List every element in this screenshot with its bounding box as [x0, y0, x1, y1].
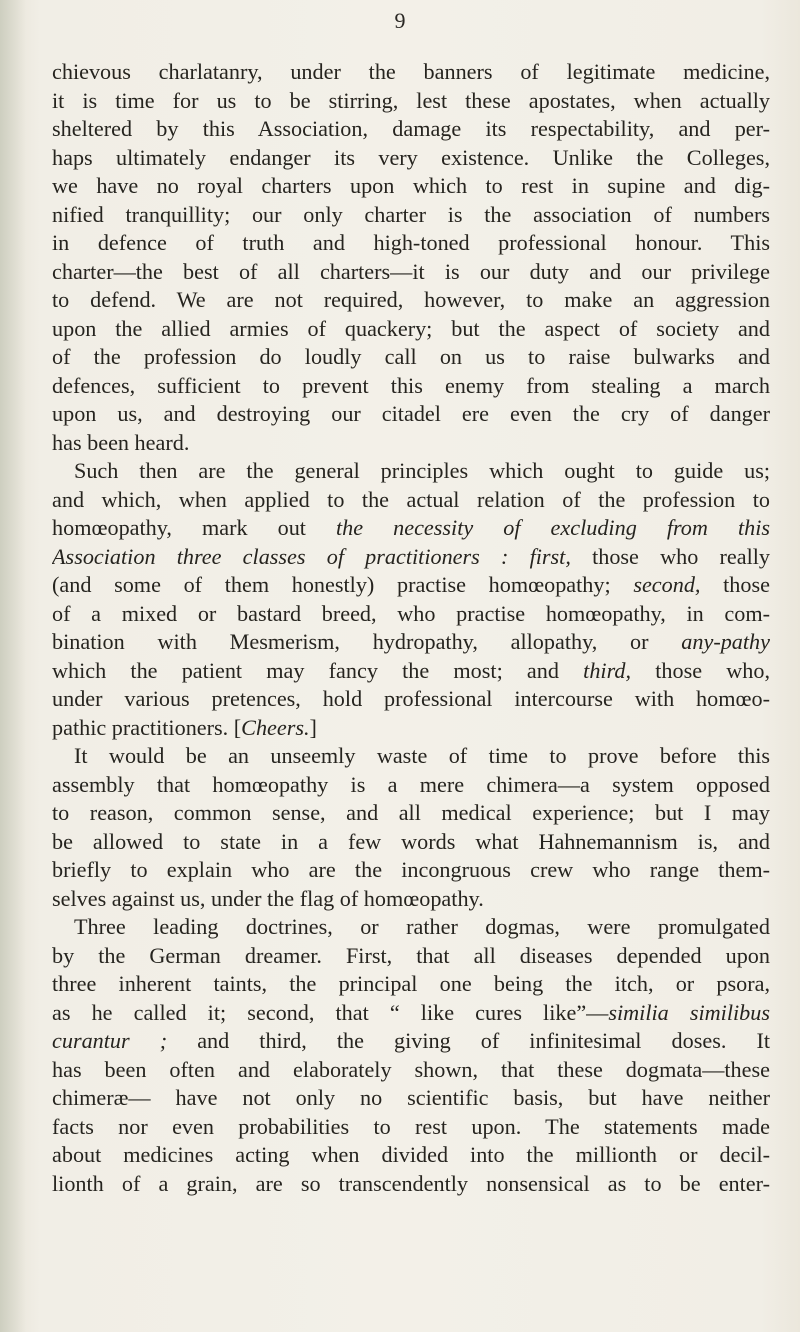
text-line	[52, 514, 770, 543]
text-segment: haps ultimately endanger its very existence. Unlike the Colleges,	[52, 144, 770, 170]
text-line	[52, 1170, 770, 1199]
text-line	[52, 742, 770, 771]
text-segment: bination with Mesmerism, hydropathy, allopathy, or	[52, 629, 682, 654]
text-line	[52, 1113, 770, 1142]
text-line	[52, 571, 770, 600]
text-segment: to defend. We are not required, however, to make an aggression	[52, 287, 770, 312]
text-segment: in defence of truth and high-toned professional honour. This	[52, 230, 770, 255]
text-line	[52, 286, 770, 315]
text-line	[52, 400, 770, 429]
text-segment: lionth of a grain, are so transcendently nonsensical as to be enter-	[52, 1170, 770, 1196]
text-segment: has been often and elaborately shown, that these dogmata—these	[52, 1056, 770, 1082]
italic-text-segment: any-pathy	[681, 629, 770, 654]
text-line	[52, 942, 770, 971]
text-line	[52, 1084, 770, 1113]
text-line	[52, 913, 770, 942]
text-segment: pathic practitioners. [	[52, 714, 242, 740]
text-segment: upon the allied armies of quackery; but the aspect of society and	[52, 315, 770, 341]
page-edge-shadow	[0, 0, 26, 1332]
text-segment: those who,	[631, 657, 770, 683]
text-line	[52, 999, 770, 1028]
text-segment: Such then are the general principles which ought to guide us;	[74, 458, 770, 483]
text-segment: ]	[309, 714, 317, 740]
text-segment: chievous charlatanry, under the banners of legitimate medicine,	[52, 59, 770, 84]
text-line	[52, 172, 770, 201]
text-line	[52, 457, 770, 486]
text-line	[52, 87, 770, 116]
text-segment: facts nor even probabilities to rest upon. The statements made	[52, 1113, 770, 1139]
text-line	[52, 771, 770, 800]
text-line	[52, 229, 770, 258]
italic-text-segment: second,	[633, 572, 701, 597]
text-line	[52, 315, 770, 344]
text-segment: and third, the giving of infinitesimal doses. It	[167, 1028, 770, 1053]
text-line	[52, 856, 770, 885]
text-line	[52, 828, 770, 857]
text-line	[52, 115, 770, 144]
text-segment: chimeræ— have not only no scientific basis, but have neither	[52, 1085, 770, 1110]
text-segment: of a mixed or bastard breed, who practise homœopathy, in com-	[52, 600, 770, 626]
text-segment: three inherent taints, the principal one being the itch, or psora,	[52, 971, 770, 996]
text-segment: homœopathy, mark out	[52, 515, 336, 540]
text-line	[52, 486, 770, 515]
text-segment: which the patient may fancy the most; and	[52, 657, 584, 683]
italic-text-segment: third,	[583, 657, 632, 683]
italic-text-segment: curantur ;	[52, 1028, 168, 1053]
page-number: 9	[394, 8, 406, 33]
text-segment: (and some of them honestly) practise homœopathy;	[52, 572, 634, 597]
text-line	[52, 543, 770, 572]
text-line	[52, 685, 770, 714]
text-segment: defences, sufficient to prevent this enemy from stealing a march	[52, 372, 770, 398]
text-line	[52, 343, 770, 372]
text-segment: has been heard.	[52, 429, 190, 455]
italic-text-segment: the necessity of excluding from this	[336, 515, 770, 540]
body-text	[52, 58, 770, 1198]
italic-text-segment: similia similibus	[608, 999, 770, 1025]
text-segment: upon us, and destroying our citadel ere even the cry of danger	[52, 401, 770, 426]
text-segment: and which, when applied to the actual relation of the profession to	[52, 486, 770, 512]
text-segment: sheltered by this Association, damage its respectability, and per-	[52, 116, 770, 141]
text-segment: Three leading doctrines, or rather dogmas, were promulgated	[74, 914, 770, 939]
text-segment: those	[700, 572, 770, 597]
text-segment: those who really	[570, 543, 770, 569]
text-line	[52, 1056, 770, 1085]
text-segment: it is time for us to be stirring, lest these apostates, when actually	[52, 87, 770, 113]
text-segment: we have no royal charters upon which to rest in supine and dig-	[52, 173, 770, 198]
text-line	[52, 58, 770, 87]
text-line	[52, 714, 770, 743]
text-segment: to reason, common sense, and all medical experience; but I may	[52, 800, 770, 825]
text-line	[52, 258, 770, 287]
text-segment: briefly to explain who are the incongruous crew who range them-	[52, 857, 770, 882]
text-line	[52, 657, 770, 686]
text-segment: charter—the best of all charters—it is our duty and our privilege	[52, 258, 770, 284]
text-segment: under various pretences, hold professional intercourse with homœo-	[52, 686, 770, 711]
text-line	[52, 970, 770, 999]
text-segment: It would be an unseemly waste of time to prove before this	[74, 743, 770, 768]
text-line	[52, 885, 770, 914]
text-line	[52, 600, 770, 629]
text-segment: about medicines acting when divided into the millionth or decil-	[52, 1142, 770, 1167]
text-segment: nified tranquillity; our only charter is the association of numbers	[52, 201, 770, 227]
text-segment: assembly that homœopathy is a mere chimera—a system opposed	[52, 771, 770, 797]
text-line	[52, 1027, 770, 1056]
text-segment: as he called it; second, that “ like cures like”—	[52, 999, 609, 1025]
text-segment: by the German dreamer. First, that all diseases depended upon	[52, 942, 770, 968]
italic-text-segment: Association three classes of practitioners : first,	[52, 543, 571, 569]
text-line	[52, 799, 770, 828]
text-line	[52, 628, 770, 657]
text-line	[52, 372, 770, 401]
text-segment: of the profession do loudly call on us to raise bulwarks and	[52, 344, 770, 369]
text-line	[52, 1141, 770, 1170]
text-segment: selves against us, under the flag of homœopathy.	[52, 885, 484, 911]
text-segment: be allowed to state in a few words what Hahnemannism is, and	[52, 828, 770, 854]
italic-text-segment: Cheers.	[241, 714, 310, 740]
text-line	[52, 201, 770, 230]
text-line	[52, 144, 770, 173]
text-line	[52, 429, 770, 458]
